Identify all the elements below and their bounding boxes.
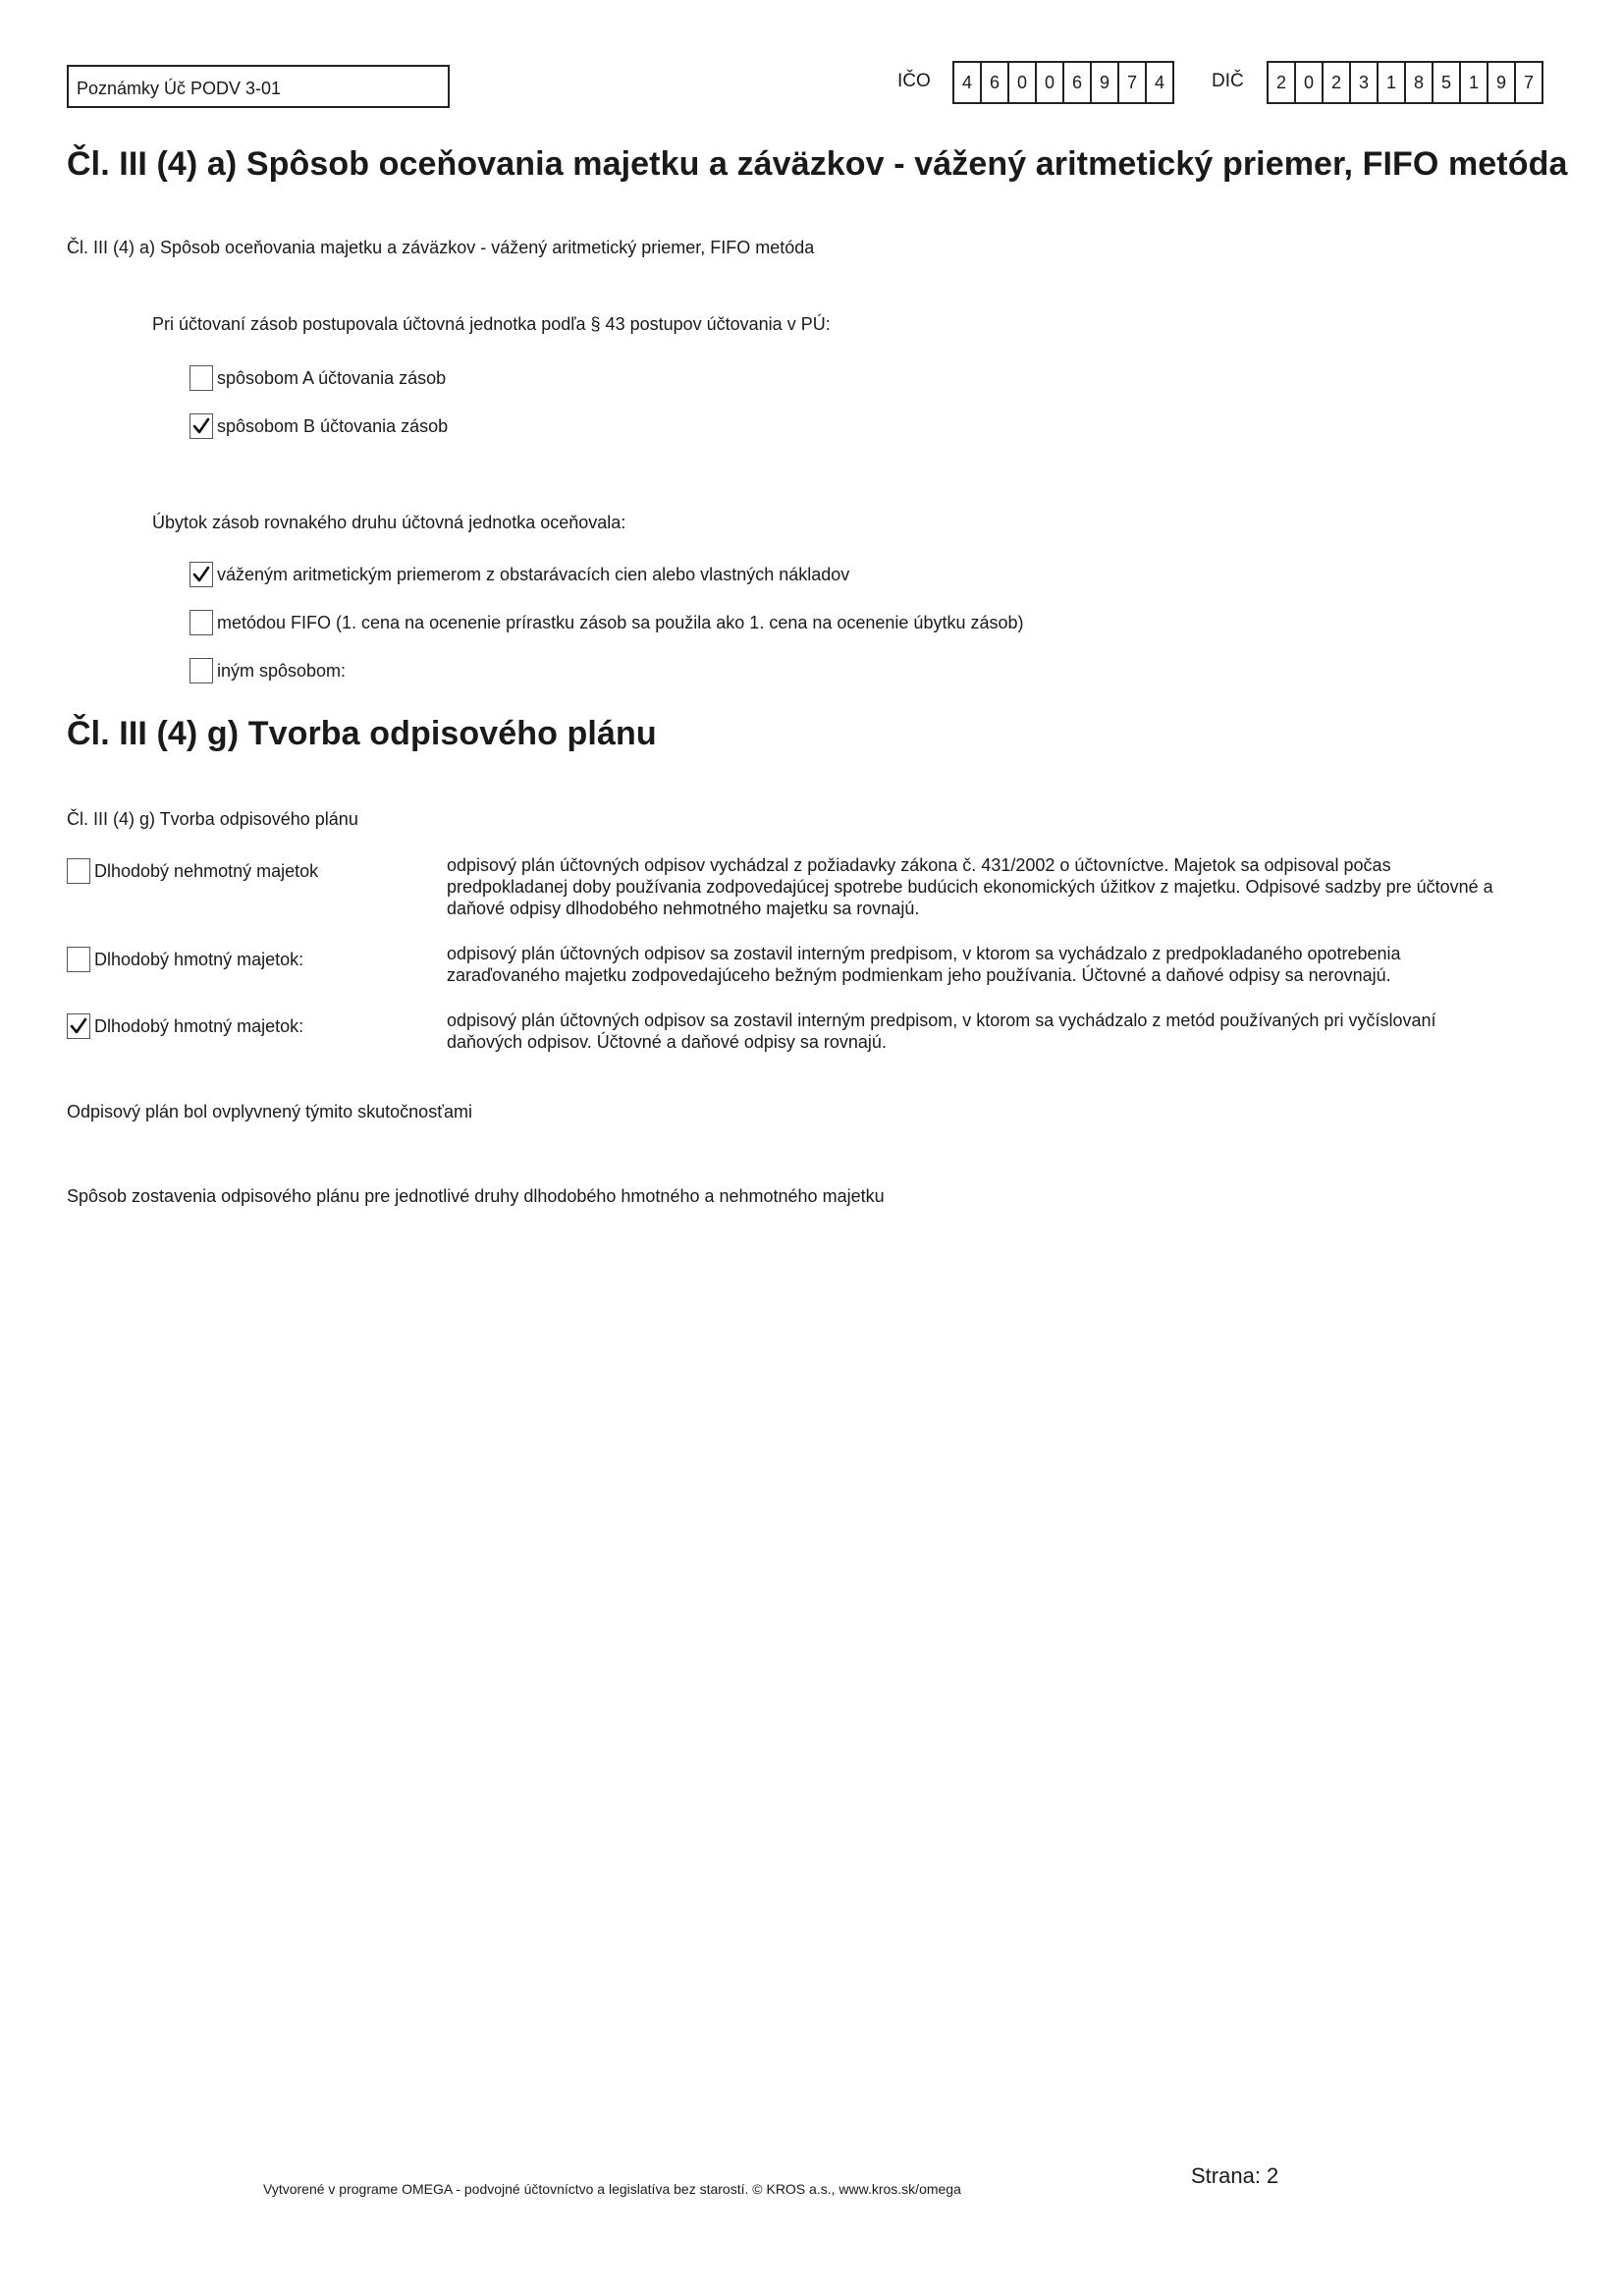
checkmark-icon (191, 565, 211, 584)
section1-question1: Pri účtovaní zásob postupovala účtovná jednotka podľa § 43 postupov účtovania v PÚ: (152, 314, 831, 334)
section1-question2: Úbytok zásob rovnakého druhu účtovná jednotka oceňovala: (152, 513, 626, 532)
dic-digit: 0 (1296, 63, 1324, 102)
dic-digit: 2 (1269, 63, 1296, 102)
ico-digit: 0 (1037, 63, 1064, 102)
checkbox-vazeny-priemer[interactable] (189, 562, 213, 587)
page-number: Strana: 2 (1191, 2163, 1279, 2188)
ico-digit: 9 (1092, 63, 1119, 102)
option-label: váženým aritmetickým priemerom z obstarávacích cien alebo vlastných nákladov (217, 564, 850, 584)
document-label-box (67, 65, 450, 108)
dic-digit: 7 (1516, 63, 1543, 102)
checkbox-sposob-a[interactable] (189, 365, 213, 391)
checkbox-dlhodoby-nehmotny[interactable] (67, 858, 90, 884)
option-sposob-a[interactable] (189, 365, 446, 391)
ico-digit: 7 (1119, 63, 1147, 102)
dic-digit: 8 (1406, 63, 1434, 102)
ico-digit: 6 (982, 63, 1009, 102)
ico-digit: 0 (1009, 63, 1037, 102)
item-dlhodoby-hmotny-1[interactable] (67, 947, 303, 972)
dic-digit: 3 (1351, 63, 1379, 102)
dic-digit: 2 (1324, 63, 1351, 102)
dic-digit: 1 (1461, 63, 1488, 102)
option-iny-sposob[interactable] (189, 658, 346, 683)
option-sposob-b[interactable] (189, 413, 448, 439)
document-label: Poznámky Úč PODV 3-01 (77, 79, 282, 98)
checkbox-iny-sposob[interactable] (189, 658, 213, 683)
ico-label: IČO (897, 71, 931, 91)
dic-label: DIČ (1212, 71, 1244, 91)
section1-title: Čl. III (4) a) Spôsob oceňovania majetku a záväzkov - vážený aritmetický priemer, FIFO metóda (67, 145, 1568, 183)
depreciation-method-note: Spôsob zostavenia odpisového plánu pre jednotlivé druhy dlhodobého hmotného a nehmotného majetku (67, 1186, 885, 1206)
option-label: spôsobom A účtovania zásob (217, 367, 447, 388)
dic-digit-boxes (1267, 61, 1543, 104)
ico-digit: 4 (1147, 63, 1174, 102)
checkbox-dlhodoby-hmotny-2[interactable] (67, 1013, 90, 1039)
item-label: Dlhodobý hmotný majetok: (94, 1015, 304, 1036)
option-label: iným spôsobom: (217, 660, 347, 681)
ico-digit-boxes (952, 61, 1174, 104)
option-vazeny-priemer[interactable] (189, 562, 849, 587)
option-label: metódou FIFO (1. cena na ocenenie prírastku zásob sa použila ako 1. cena na ocenenie úbytku zásob) (217, 612, 1024, 632)
item-description: odpisový plán účtovných odpisov sa zostavil interným predpisom, v ktorom sa vychádzalo z predpokladaného opotrebenia zaraďovaného majetku zodpovedajúceho bežným podmienkam jeho používania. Účtovné a daňové odpisy sa nerovnajú. (447, 944, 1401, 985)
item-description: odpisový plán účtovných odpisov sa zostavil interným predpisom, v ktorom sa vychádzalo z metód používaných pri vyčíslovaní daňových odpisov. Účtovné a daňové odpisy sa rovnajú. (447, 1011, 1436, 1052)
item-description: odpisový plán účtovných odpisov vychádzal z požiadavky zákona č. 431/2002 o účtovníctve. Majetok sa odpisoval počas predpokladanej doby používania zodpovedajúcej spotrebe budúcich ekonomických úžitkov z majetku. Odpisové sadzby pre účtovné a daňové odpisy dlhodobého nehmotného majetku sa rovnajú. (447, 855, 1493, 918)
checkmark-icon (191, 416, 211, 436)
dic-digit: 1 (1379, 63, 1406, 102)
item-dlhodoby-hmotny-2[interactable] (67, 1013, 303, 1039)
section2-subtitle: Čl. III (4) g) Tvorba odpisového plánu (67, 809, 358, 829)
item-label: Dlhodobý hmotný majetok: (94, 949, 304, 969)
option-fifo[interactable] (189, 610, 1024, 635)
depreciation-note: Odpisový plán bol ovplyvnený týmito skutočnosťami (67, 1102, 472, 1121)
item-label: Dlhodobý nehmotný majetok (94, 860, 319, 881)
checkbox-dlhodoby-hmotny-1[interactable] (67, 947, 90, 972)
dic-digit: 5 (1434, 63, 1461, 102)
option-label: spôsobom B účtovania zásob (217, 415, 449, 436)
checkbox-fifo[interactable] (189, 610, 213, 635)
section1-subtitle: Čl. III (4) a) Spôsob oceňovania majetku a záväzkov - vážený aritmetický priemer, FIFO metóda (67, 238, 815, 257)
footer-text: Vytvorené v programe OMEGA - podvojné účtovníctvo a legislatíva bez starostí. © KROS a.s., www.kros.sk/omega (263, 2181, 961, 2197)
dic-digit: 9 (1488, 63, 1516, 102)
ico-digit: 6 (1064, 63, 1092, 102)
checkbox-sposob-b[interactable] (189, 413, 213, 439)
ico-digit: 4 (954, 63, 982, 102)
item-dlhodoby-nehmotny[interactable] (67, 858, 318, 884)
section2-title: Čl. III (4) g) Tvorba odpisového plánu (67, 715, 657, 752)
checkmark-icon (69, 1016, 88, 1036)
